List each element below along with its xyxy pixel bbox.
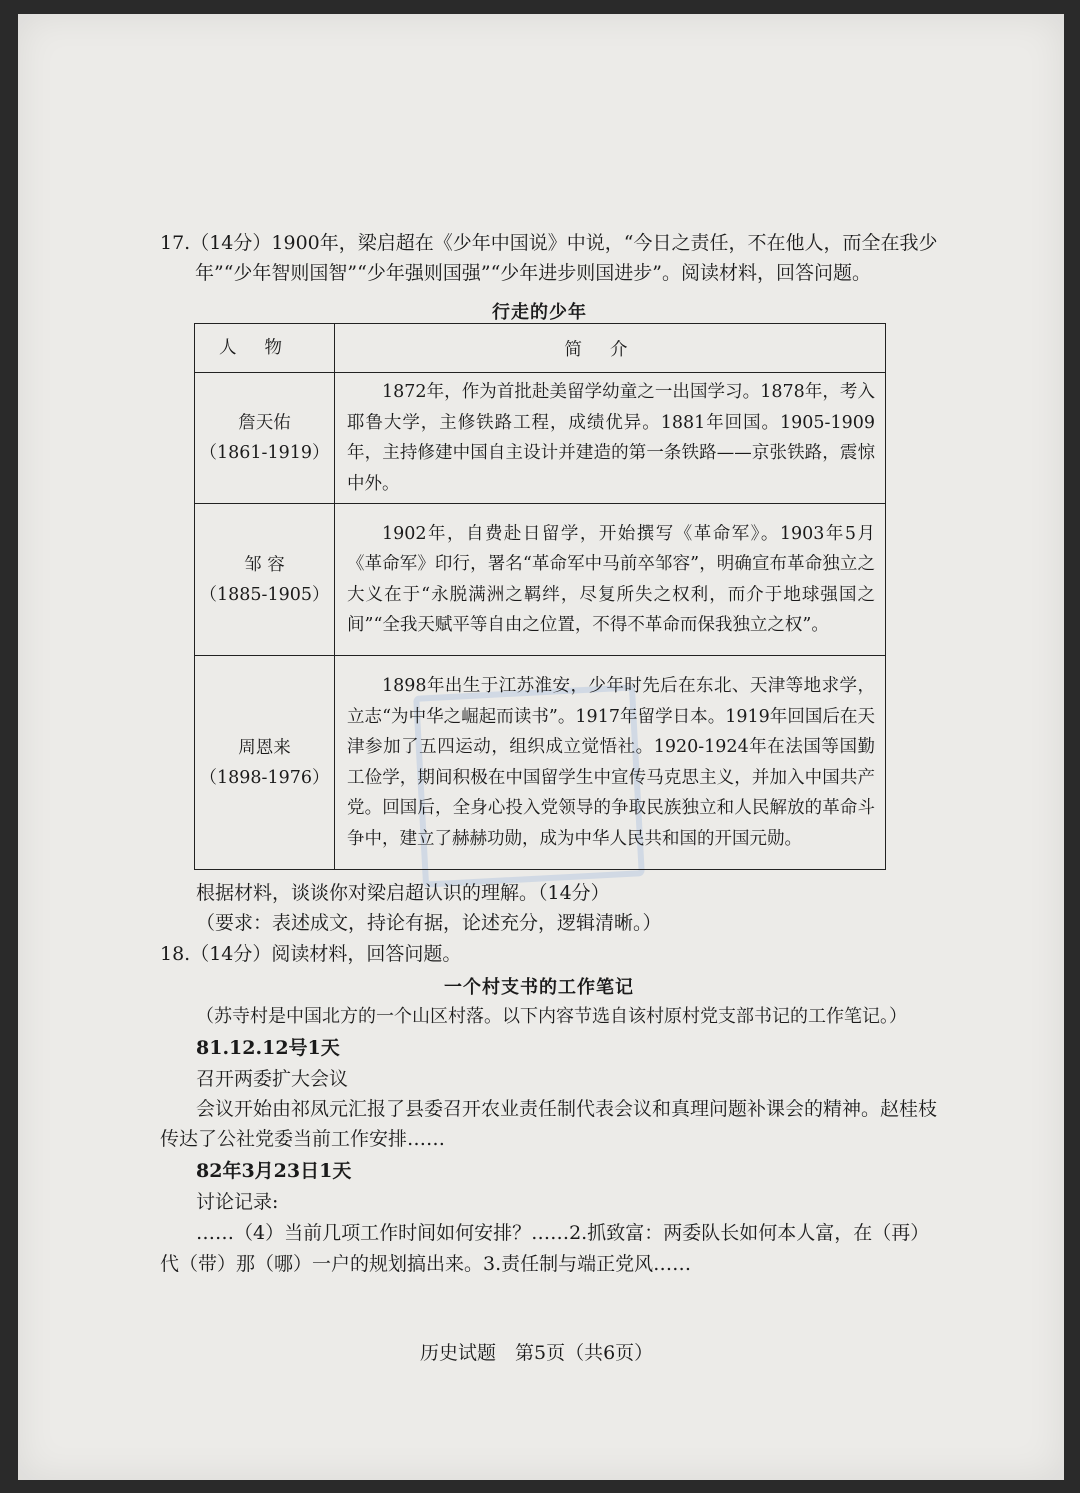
table-row (195, 373, 886, 504)
person-name: 周恩来 (238, 737, 291, 758)
header-intro: 简介 (335, 324, 886, 373)
person-intro: 1872年，作为首批赴美留学幼童之一出国学习。1878年，考入耶鲁大学，主修铁路工程，成绩优异。1881年回国。1905-1909年，主持修建中国自主设计并建造的第一条铁路——京张铁路，震惊中外。 (347, 382, 875, 494)
q17-line2: 年”“少年智则国智”“少年强则国强”“少年进步则国进步”。阅读材料，回答问题。 (195, 262, 871, 284)
person-cell (195, 504, 335, 656)
q17-requirement: （要求：表述成文，持论有据，论述充分，逻辑清晰。） (196, 912, 662, 934)
table-row (195, 656, 886, 870)
person-name: 詹天佑 (238, 413, 291, 433)
intro-cell (335, 656, 886, 870)
intro-cell (335, 373, 886, 504)
entry2-line1: 讨论记录: (196, 1191, 279, 1213)
person-years: （1898-1976） (199, 767, 330, 788)
person-name: 邹 容 (244, 554, 285, 575)
table-row (195, 504, 886, 656)
q17-prompt: 根据材料，谈谈你对梁启超认识的理解。（14分） (196, 882, 610, 904)
q18-title: 一个村支书的工作笔记 (444, 977, 634, 998)
person-cell (195, 373, 335, 504)
person-intro: 1902年，自费赴日留学，开始撰写《革命军》。1903年5月《革命军》印行，署名“革命军中马前卒邹容”，明确宣布革命独立之大义在于“永脱满洲之羁绊，尽复所失之权利，而介于地球强国之间”“全我天赋平等自由之位置，不得不革命而保我独立之权”。 (347, 523, 875, 635)
q18-note: （苏寺村是中国北方的一个山区村落。以下内容节选自该村原村党支部书记的工作笔记。） (196, 1006, 907, 1027)
table-header-row (195, 324, 886, 373)
entry2-line3: 代（带）那（哪）一户的规划搞出来。3.责任制与端正党风…… (160, 1253, 692, 1275)
table-title: 行走的少年 (492, 302, 587, 323)
entry2-date: 82年3月23日1天 (196, 1160, 352, 1182)
q17-line1: 17.（14分）1900年，梁启超在《少年中国说》中说，“今日之责任，不在他人，而全在我少 (160, 232, 938, 254)
q18-line1: 18.（14分）阅读材料，回答问题。 (160, 943, 462, 965)
page-footer: 历史试题 第5页（共6页） (420, 1342, 654, 1364)
person-cell (195, 656, 335, 870)
intro-cell (335, 504, 886, 656)
entry1-line3: 传达了公社党委当前工作安排…… (160, 1128, 446, 1150)
profiles-table (194, 323, 886, 870)
entry1-line1: 召开两委扩大会议 (196, 1068, 349, 1090)
entry1-date: 81.12.12号1天 (196, 1037, 340, 1059)
person-years: （1861-1919） (199, 443, 330, 463)
person-intro: 1898年出生于江苏淮安，少年时先后在东北、天津等地求学，立志“为中华之崛起而读书”。1917年留学日本。1919年回国后在天津参加了五四运动，组织成立觉悟社。1920-1924年在法国等国勤工俭学，期间积极在中国留学生中宣传马克思主义，并加入中国共产党。回国后，全身心投入党领导的争取民族独立和人民解放的革命斗争中，建立了赫赫功勋，成为中华人民共和国的开国元勋。 (347, 676, 875, 849)
person-years: （1885-1905） (199, 584, 330, 605)
entry1-line2: 会议开始由祁凤元汇报了县委召开农业责任制代表会议和真理问题补课会的精神。赵桂枝 (196, 1098, 938, 1120)
header-person: 人物 (195, 324, 335, 373)
entry2-line2: ……（4）当前几项工作时间如何安排？……2.抓致富：两委队长如何本人富，在（再） (196, 1222, 930, 1244)
